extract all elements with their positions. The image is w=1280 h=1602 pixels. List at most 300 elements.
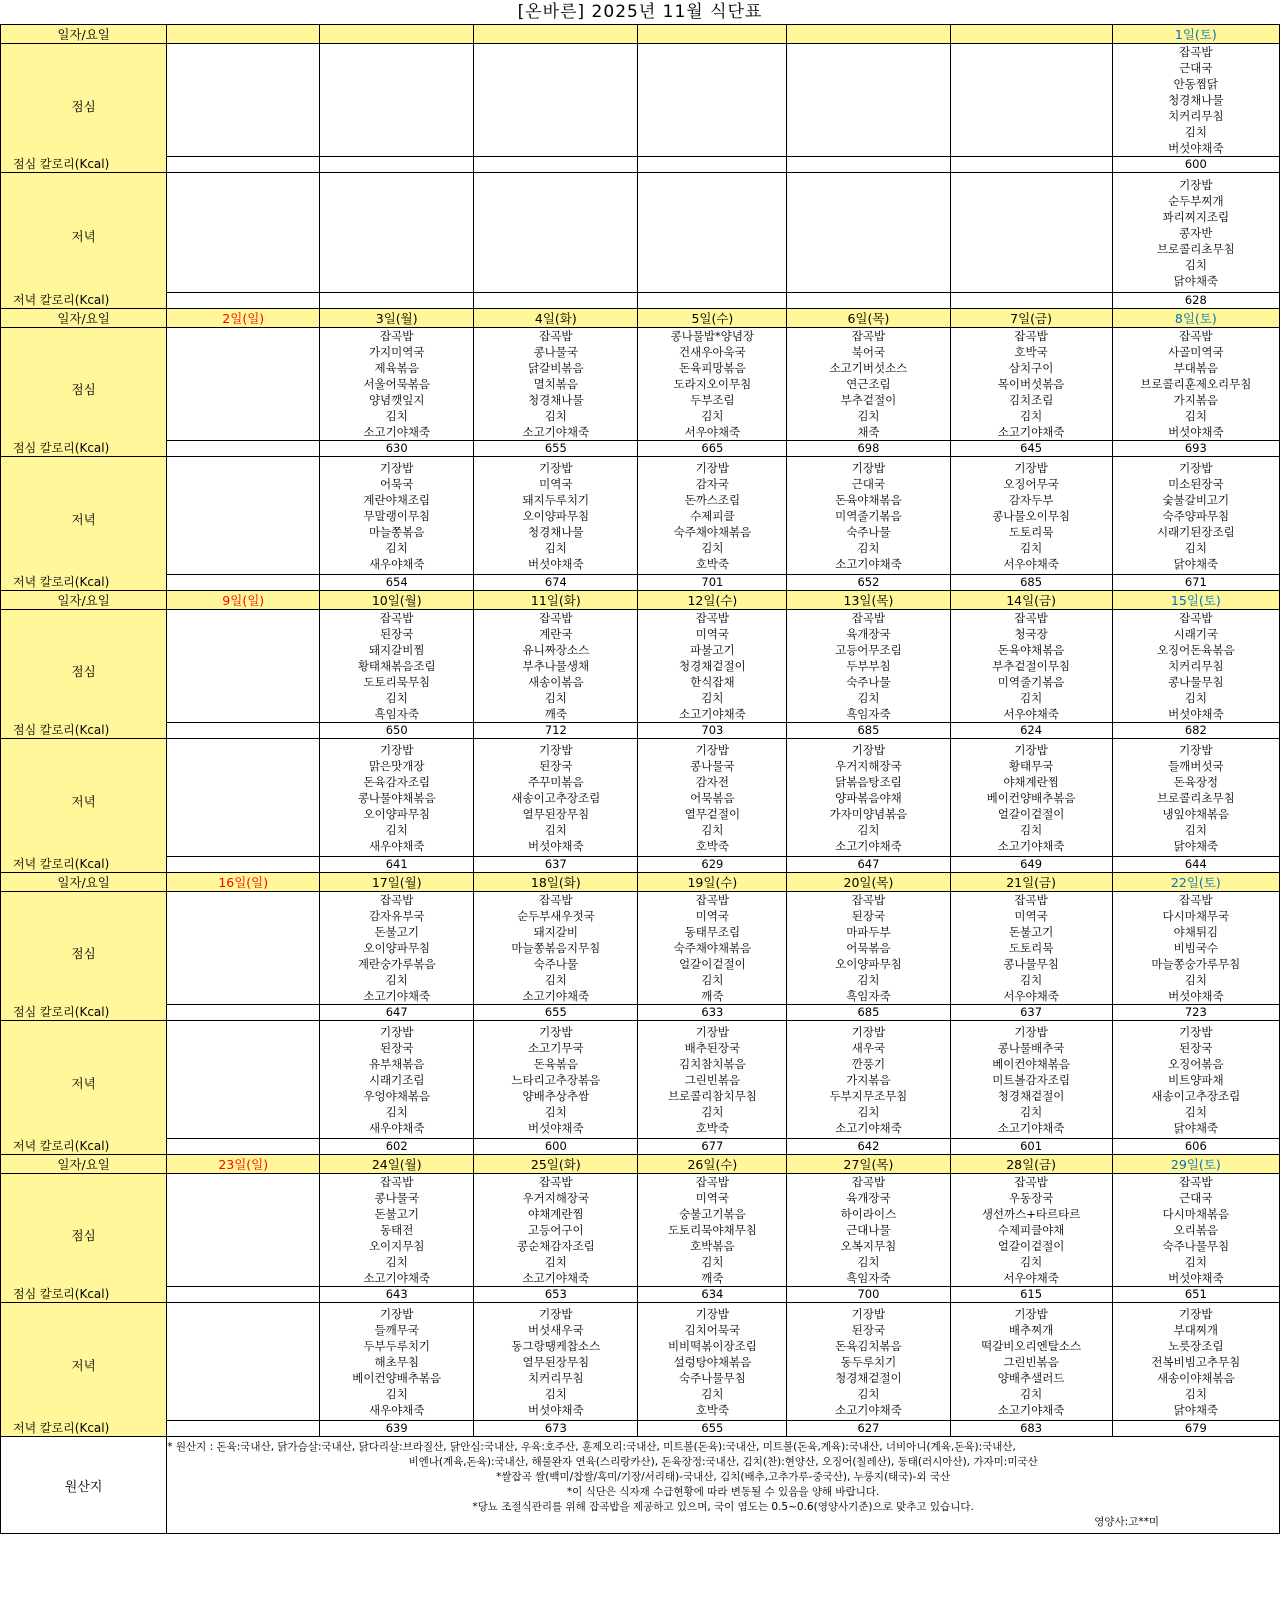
dinner-menu-cell	[638, 739, 787, 857]
menu-item: 계란숭가루볶음	[357, 957, 436, 971]
lunch-calorie-value	[167, 1005, 320, 1021]
menu-item: 삼치구이	[1008, 361, 1054, 375]
menu-item: 기장밥	[539, 1306, 573, 1321]
menu-item: 숙주나물	[846, 524, 891, 539]
lunch-label	[1, 44, 167, 173]
menu-item: 양배추상추쌈	[522, 1088, 590, 1103]
lunch-menu-cell	[1112, 892, 1279, 1005]
lunch-calorie-value	[638, 157, 787, 173]
menu-item: 제육볶음	[374, 361, 419, 375]
menu-item: 김치	[1019, 1386, 1043, 1401]
menu-item: 도토리묵무침	[363, 675, 431, 689]
date-cell: 21일(금)	[950, 873, 1112, 892]
menu-item: 숙주양파무침	[1162, 508, 1230, 523]
menu-item: 잡곡밥	[1014, 1175, 1048, 1189]
menu-item: 호박죽	[695, 1402, 730, 1417]
origin-line: *쌀잡곡 쌀(백미/찹쌀/흑미/기장/서리태)-국내산, 김치(배추,고추가루-중국산), 누룽지(태국)-외 국산	[496, 1471, 951, 1483]
menu-item: 치커리무침	[528, 1370, 584, 1385]
menu-item: 김치	[1184, 973, 1207, 987]
dinner-menu-cell	[950, 1303, 1112, 1421]
menu-item: 브로콜리훈제오리무침	[1140, 377, 1252, 391]
dinner-menu-cell	[167, 1303, 320, 1421]
menu-item: 돈불고기	[374, 925, 419, 939]
menu-item: 돈불고기	[1008, 925, 1054, 939]
dinner-row	[1, 173, 1280, 293]
dinner-label-text: 저녁	[71, 511, 96, 527]
origin-line: * 원산지 : 돈육:국내산, 닭가슴살:국내산, 닭다리살:브라질산, 닭안심:국내산, 우육:호주산, 훈제오리:국내산, 미트볼(돈육):국내산, 미트볼(돈육,계육):국내산, 너비아니(계육,돈육):국내산,	[167, 1441, 1016, 1453]
menu-item: 양배추샐러드	[997, 1370, 1065, 1385]
lunch-calorie-label: 점심 칼로리(Kcal)	[13, 441, 110, 455]
menu-item: 소고기야채죽	[363, 425, 431, 439]
lunch-calorie-value: 615	[950, 1287, 1112, 1303]
lunch-menu-cell	[167, 892, 320, 1005]
nutritionist-signature: 영양사:고**미	[1094, 1516, 1159, 1528]
menu-item: 돈불고기	[374, 1207, 419, 1221]
menu-item: 오리볶음	[1173, 1223, 1219, 1237]
date-cell: 14일(금)	[950, 591, 1112, 610]
menu-item: 전복비빔고추무침	[1151, 1354, 1241, 1369]
dinner-menu-cell	[950, 739, 1112, 857]
lunch-calorie-row	[1, 1287, 1280, 1303]
menu-item: 시래기국	[1173, 627, 1219, 641]
menu-item: 잡곡밥	[695, 893, 730, 907]
menu-item: 잡곡밥	[851, 1175, 886, 1189]
menu-item: 다시마채볶음	[1162, 1207, 1230, 1221]
menu-item: 부대찌개	[1173, 1322, 1219, 1337]
menu-item: 기장밥	[380, 460, 414, 475]
menu-item: 호박죽	[695, 1120, 730, 1135]
lunch-row	[1, 44, 1280, 157]
menu-item: 닭야채죽	[1173, 1402, 1219, 1417]
menu-item: 계란야채조림	[363, 492, 431, 507]
lunch-label-text: 점심	[71, 99, 96, 114]
menu-item: 야채튀김	[1173, 925, 1219, 939]
menu-item: 김치	[544, 409, 567, 423]
menu-item: 미역국	[1014, 909, 1048, 923]
dinner-calorie-value	[320, 293, 474, 309]
menu-item: 감자전	[695, 774, 730, 789]
dinner-menu-cell	[474, 739, 638, 857]
menu-item: 김치	[701, 1104, 724, 1119]
lunch-calorie-value: 651	[1112, 1287, 1279, 1303]
menu-item: 야채계란찜	[1003, 774, 1059, 789]
dinner-calorie-label: 저녁 칼로리(Kcal)	[13, 857, 110, 871]
menu-item: 버섯새우국	[528, 1322, 584, 1337]
menu-item: 김치	[385, 1104, 408, 1119]
menu-item: 그린빈볶음	[1003, 1354, 1059, 1369]
lunch-calorie-row	[1, 723, 1280, 739]
menu-item: 숙주나물무침	[679, 1370, 746, 1385]
dinner-calorie-value: 639	[320, 1421, 474, 1437]
menu-item: 소고기야채죽	[522, 425, 590, 439]
menu-item: 육개장국	[846, 627, 891, 641]
menu-item: 가자미양념볶음	[829, 806, 908, 821]
lunch-calorie-value: 703	[638, 723, 787, 739]
menu-item: 흑임자죽	[374, 707, 419, 721]
dinner-calorie-label: 저녁 칼로리(Kcal)	[13, 293, 110, 307]
date-cell: 18일(화)	[474, 873, 638, 892]
menu-item: 기장밥	[1179, 460, 1213, 475]
lunch-calorie-value: 650	[320, 723, 474, 739]
menu-item: 된장국	[1179, 1040, 1213, 1055]
lunch-menu-cell	[1112, 44, 1279, 157]
menu-item: 돈까스조림	[684, 492, 741, 507]
lunch-menu-cell	[787, 328, 950, 441]
lunch-calorie-value: 634	[638, 1287, 787, 1303]
dinner-label-text: 저녁	[71, 1357, 96, 1373]
menu-item: 청국장	[1014, 627, 1048, 641]
menu-item: 오이양파무침	[363, 806, 431, 821]
lunch-calorie-value	[167, 157, 320, 173]
lunch-menu-cell	[638, 44, 787, 157]
menu-item: 김치	[1184, 691, 1207, 705]
menu-item: 소고기야채죽	[997, 425, 1065, 439]
menu-item: 김치	[857, 822, 880, 837]
menu-item: 된장국	[380, 1040, 414, 1055]
menu-item: 버섯야채죽	[528, 1402, 584, 1417]
menu-item: 고등어구이	[528, 1223, 584, 1237]
menu-item: 순두부새우젓국	[516, 909, 595, 923]
menu-item: 콩나물무침	[1168, 675, 1224, 689]
lunch-menu-cell	[167, 328, 320, 441]
menu-item: 소고기야채죽	[835, 1402, 902, 1417]
menu-item: 베이컨양배추볶음	[352, 1370, 442, 1385]
lunch-calorie-value: 653	[474, 1287, 638, 1303]
menu-item: 두부두루치기	[363, 1338, 431, 1353]
lunch-menu-cell	[167, 44, 320, 157]
menu-item: 들깨버섯국	[1168, 758, 1224, 773]
menu-item: 야채계란찜	[528, 1207, 584, 1221]
menu-item: 해초무침	[374, 1354, 419, 1369]
menu-item: 계란국	[539, 627, 573, 641]
menu-item: 김치	[857, 409, 880, 423]
menu-item: 흑임자죽	[846, 1271, 891, 1285]
lunch-menu-cell	[638, 1174, 787, 1287]
lunch-calorie-value: 712	[474, 723, 638, 739]
menu-item: 잡곡밥	[851, 611, 886, 625]
menu-item: 소고기야채죽	[522, 1271, 590, 1285]
dinner-menu-cell	[1112, 173, 1279, 293]
dinner-menu-cell	[1112, 739, 1279, 857]
menu-item: 미소된장국	[1168, 476, 1224, 491]
menu-item: 청경채나물	[528, 393, 584, 407]
menu-item: 미역국	[539, 476, 573, 491]
menu-item: 돼지갈비찜	[368, 643, 425, 657]
menu-item: 김치	[1184, 1386, 1207, 1401]
lunch-calorie-value: 665	[638, 441, 787, 457]
menu-item: 잡곡밥	[851, 329, 886, 343]
date-day-label: 일자/요일	[1, 873, 167, 892]
dinner-menu-cell	[950, 1021, 1112, 1139]
lunch-label	[1, 328, 167, 457]
origin-notes	[167, 1437, 1280, 1534]
menu-item: 미역국	[695, 1191, 730, 1205]
menu-item: 소고기야채죽	[522, 989, 590, 1003]
date-day-label: 일자/요일	[1, 309, 167, 328]
dinner-calorie-value	[167, 1139, 320, 1155]
menu-item: 김치	[385, 822, 408, 837]
menu-item: 닭야채죽	[1173, 1120, 1219, 1135]
dinner-calorie-row	[1, 1139, 1280, 1155]
dinner-label-text: 저녁	[71, 228, 96, 244]
dinner-menu-cell	[950, 173, 1112, 293]
lunch-calorie-value: 624	[950, 723, 1112, 739]
menu-item: 기장밥	[380, 742, 414, 757]
menu-item: 김치	[544, 1255, 567, 1269]
menu-item: 잡곡밥	[539, 611, 573, 625]
dinner-menu-cell	[474, 1303, 638, 1421]
menu-item: 잡곡밥	[851, 893, 886, 907]
date-cell: 3일(월)	[320, 309, 474, 328]
menu-item: 노릇장조림	[1168, 1338, 1224, 1353]
dinner-calorie-value: 652	[787, 575, 950, 591]
lunch-menu-cell	[167, 610, 320, 723]
menu-item: 얼갈이겉절이	[997, 1239, 1065, 1253]
dinner-calorie-row	[1, 575, 1280, 591]
lunch-menu-cell	[1112, 328, 1279, 441]
menu-item: 마늘쫑볶음지무침	[511, 941, 601, 955]
origin-label: 원산지	[1, 1437, 167, 1534]
menu-item: 소고기무국	[528, 1040, 584, 1055]
menu-item: 콩나물국	[374, 1191, 419, 1205]
dinner-calorie-value: 641	[320, 857, 474, 873]
menu-item: 두부지무조무침	[829, 1088, 908, 1103]
menu-item: 김치참치볶음	[679, 1056, 746, 1071]
date-header-row	[1, 873, 1280, 892]
dinner-menu-cell	[787, 1021, 950, 1139]
lunch-calorie-value: 600	[1112, 157, 1279, 173]
menu-item: 깨죽	[701, 989, 724, 1003]
menu-item: 안동찜닭	[1173, 77, 1219, 91]
menu-item: 잡곡밥	[695, 1175, 730, 1189]
lunch-row	[1, 892, 1280, 1005]
dinner-calorie-value: 679	[1112, 1421, 1279, 1437]
menu-item: 다시마채무국	[1162, 909, 1230, 923]
lunch-calorie-value: 682	[1112, 723, 1279, 739]
menu-item: 새송이고추장조림	[1151, 1088, 1241, 1103]
date-cell: 7일(금)	[950, 309, 1112, 328]
menu-item: 콩나물국	[690, 758, 735, 773]
lunch-menu-cell	[638, 610, 787, 723]
dinner-menu-cell	[638, 1303, 787, 1421]
menu-item: 김치	[1019, 973, 1043, 987]
lunch-calorie-row	[1, 157, 1280, 173]
lunch-menu-cell	[950, 610, 1112, 723]
lunch-calorie-value	[167, 1287, 320, 1303]
menu-item: 콩나물배추국	[997, 1040, 1065, 1055]
dinner-calorie-row	[1, 857, 1280, 873]
menu-item: 숭불고기볶음	[679, 1207, 746, 1221]
menu-item: 김치	[544, 822, 567, 837]
menu-item: 가지볶음	[846, 1072, 891, 1087]
menu-item: 느타리고추장볶음	[511, 1072, 601, 1087]
dinner-calorie-value	[787, 293, 950, 309]
date-day-label: 일자/요일	[1, 1155, 167, 1174]
menu-item: 기장밥	[1179, 1024, 1213, 1039]
menu-item: 비트양파채	[1168, 1072, 1224, 1087]
date-cell	[787, 25, 950, 44]
menu-item: 소고기야채죽	[997, 1120, 1065, 1135]
dinner-calorie-value	[167, 293, 320, 309]
menu-item: 김치	[1019, 1104, 1043, 1119]
origin-line: *이 식단은 식자재 수급현황에 따라 변동될 수 있음을 양해 바랍니다.	[566, 1486, 880, 1498]
menu-item: 된장국	[539, 758, 573, 773]
menu-item: 돼지두루치기	[522, 492, 590, 507]
dinner-calorie-value: 606	[1112, 1139, 1279, 1155]
dinner-label	[1, 739, 167, 873]
menu-item: 김치	[1019, 540, 1043, 555]
dinner-calorie-value: 649	[950, 857, 1112, 873]
menu-item: 새우야채죽	[368, 1402, 425, 1417]
menu-item: 도토리묵	[1008, 941, 1054, 955]
menu-item: 소고기야채죽	[835, 838, 902, 853]
lunch-calorie-value	[787, 157, 950, 173]
dinner-calorie-value	[950, 293, 1112, 309]
menu-item: 돈육장정	[1173, 774, 1219, 789]
menu-item: 오이양파무침	[835, 957, 902, 971]
menu-item: 청경채나물	[1168, 93, 1224, 107]
date-cell: 28일(금)	[950, 1155, 1112, 1174]
lunch-menu-cell	[950, 892, 1112, 1005]
menu-item: 서울어묵볶음	[363, 377, 431, 391]
menu-item: 기장밥	[539, 742, 573, 757]
menu-item: 콩자반	[1179, 225, 1213, 240]
menu-item: 잡곡밥	[380, 611, 414, 625]
lunch-calorie-label: 점심 칼로리(Kcal)	[13, 157, 110, 171]
menu-item: 닭야채죽	[1173, 556, 1219, 571]
menu-item: 새우국	[851, 1040, 886, 1055]
menu-item: 김치	[385, 540, 408, 555]
menu-item: 그린빈볶음	[684, 1072, 741, 1087]
lunch-menu-cell	[474, 1174, 638, 1287]
date-cell	[167, 25, 320, 44]
date-cell: 15일(토)	[1112, 591, 1279, 610]
menu-item: 잡곡밥	[380, 1175, 414, 1189]
origin-line: *당뇨 조절식관리를 위해 잡곡밥을 제공하고 있으며, 국이 염도는 0.5~0.6(영양사기준)으로 맞추고 있습니다.	[472, 1501, 974, 1513]
menu-item: 서우야채죽	[1003, 1271, 1059, 1285]
menu-item: 김치	[1184, 257, 1207, 272]
date-cell	[474, 25, 638, 44]
menu-item: 동태전	[380, 1223, 414, 1237]
lunch-label	[1, 1174, 167, 1303]
lunch-calorie-value: 655	[474, 441, 638, 457]
menu-item: 김치	[1184, 540, 1207, 555]
lunch-menu-cell	[474, 44, 638, 157]
menu-item: 돈육볶음	[533, 1056, 579, 1071]
menu-item: 들깨무국	[374, 1322, 419, 1337]
date-cell: 8일(토)	[1112, 309, 1279, 328]
lunch-menu-cell	[474, 328, 638, 441]
menu-item: 김치	[857, 1386, 880, 1401]
menu-item: 김치	[701, 540, 724, 555]
menu-item: 냉잎야채볶음	[1162, 806, 1230, 821]
dinner-calorie-value: 685	[950, 575, 1112, 591]
menu-item: 수제피클야채	[997, 1223, 1065, 1237]
dinner-menu-cell	[167, 457, 320, 575]
menu-item: 잡곡밥	[1179, 329, 1213, 343]
menu-item: 숙주나물무침	[1162, 1239, 1230, 1253]
menu-item: 잡곡밥	[539, 329, 573, 343]
menu-item: 마파두부	[846, 925, 891, 939]
menu-item: 오징어돈육볶음	[1156, 643, 1235, 657]
menu-item: 기장밥	[1179, 1306, 1213, 1321]
menu-item: 김치	[701, 973, 724, 987]
menu-item: 얼갈이겉절이	[997, 806, 1065, 821]
dinner-calorie-value: 637	[474, 857, 638, 873]
date-cell: 6일(목)	[787, 309, 950, 328]
menu-item: 김치	[544, 691, 567, 705]
date-cell	[638, 25, 787, 44]
menu-item: 채죽	[857, 425, 880, 439]
dinner-menu-cell	[474, 1021, 638, 1139]
menu-item: 김치	[385, 1255, 408, 1269]
menu-item: 버섯야채죽	[1168, 425, 1224, 439]
menu-item: 기장밥	[1014, 742, 1048, 757]
dinner-menu-cell	[1112, 1303, 1279, 1421]
menu-item: 오징어볶음	[1168, 1056, 1224, 1071]
menu-item: 배추찌개	[1008, 1322, 1054, 1337]
date-cell: 29일(토)	[1112, 1155, 1279, 1174]
menu-item: 시래기된장조림	[1156, 524, 1235, 539]
menu-item: 새송이야채볶음	[1156, 1370, 1235, 1385]
menu-item: 돈육감자조림	[363, 774, 431, 789]
lunch-menu-cell	[638, 892, 787, 1005]
date-header-row	[1, 25, 1280, 44]
dinner-calorie-value: 701	[638, 575, 787, 591]
menu-item: 버섯야채죽	[528, 838, 584, 853]
date-cell: 25일(화)	[474, 1155, 638, 1174]
menu-item: 새우야채죽	[368, 1120, 425, 1135]
menu-item: 우거지해장국	[522, 1191, 590, 1205]
dinner-menu-cell	[320, 739, 474, 857]
menu-item: 북어국	[851, 345, 886, 359]
date-header-row	[1, 591, 1280, 610]
menu-item: 연근조림	[846, 377, 891, 391]
menu-item: 사골미역국	[1168, 345, 1224, 359]
lunch-row	[1, 610, 1280, 723]
menu-item: 김치	[857, 540, 880, 555]
menu-item: 김치	[385, 691, 408, 705]
menu-item: 기장밥	[695, 742, 730, 757]
dinner-menu-cell	[638, 173, 787, 293]
menu-item: 하이라이스	[840, 1207, 897, 1221]
menu-item: 어묵볶음	[690, 790, 735, 805]
date-cell: 4일(화)	[474, 309, 638, 328]
menu-item: 숙주채야채볶음	[673, 941, 752, 955]
dinner-calorie-value: 629	[638, 857, 787, 873]
menu-item: 오이지무침	[368, 1239, 425, 1253]
menu-item: 김치	[1184, 125, 1207, 139]
menu-item: 김치	[1184, 1104, 1207, 1119]
menu-item: 된장국	[851, 1322, 886, 1337]
menu-item: 새우야채죽	[368, 556, 425, 571]
menu-item: 버섯야채죽	[1168, 1271, 1224, 1285]
menu-item: 유니짜장소스	[522, 643, 590, 657]
menu-item: 버섯야채죽	[528, 556, 584, 571]
menu-item: 부추겉절이	[840, 393, 897, 407]
menu-item: 김치	[1019, 822, 1043, 837]
menu-item: 치커리무침	[1168, 109, 1224, 123]
menu-item: 김치	[1184, 409, 1207, 423]
dinner-label	[1, 457, 167, 591]
dinner-calorie-value	[638, 293, 787, 309]
date-cell: 2일(일)	[167, 309, 320, 328]
lunch-label-text: 점심	[71, 664, 96, 679]
menu-item: 소고기야채죽	[835, 556, 902, 571]
page-title: [온바른] 2025년 11월 식단표	[517, 2, 763, 22]
dinner-menu-cell	[787, 739, 950, 857]
menu-item: 미역줄기볶음	[997, 675, 1065, 689]
